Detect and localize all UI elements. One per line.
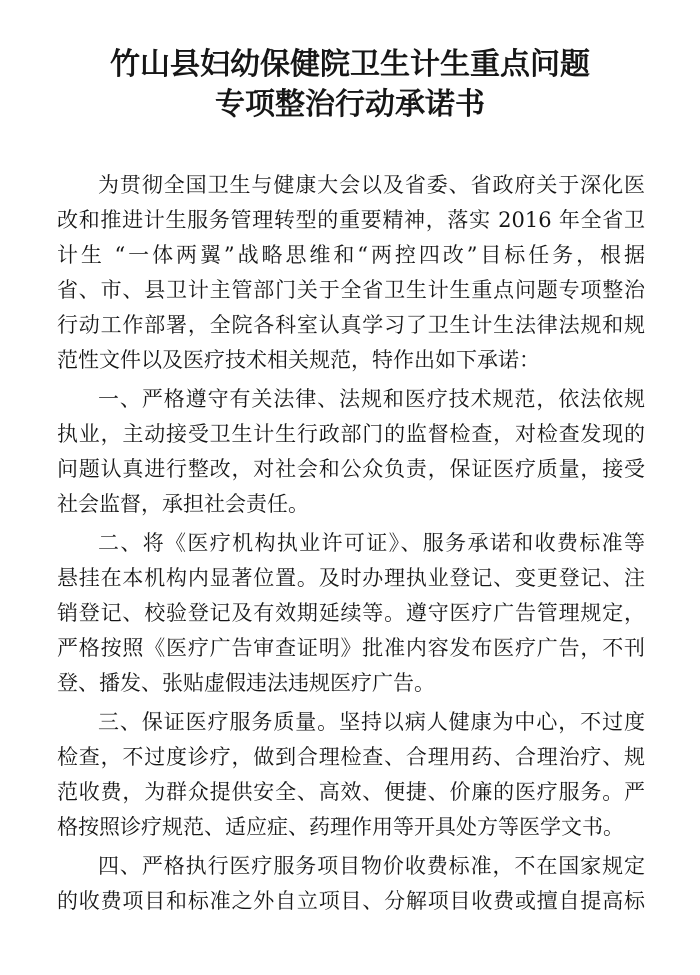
text-line: 销登记、校验登记及有效期延续等。遵守医疗广告管理规定， bbox=[57, 601, 645, 625]
document-body bbox=[57, 168, 645, 919]
text-line: 四、严格执行医疗服务项目物价收费标准，不在国家规定 bbox=[98, 854, 645, 878]
text-line: 二、将《医疗机构执业许可证》、服务承诺和收费标准等 bbox=[98, 531, 645, 555]
text-line: 范性文件以及医疗技术相关规范，特作出如下承诺： bbox=[57, 348, 540, 372]
text-line: 问题认真进行整改，对社会和公众负责，保证医疗质量，接受 bbox=[57, 457, 645, 481]
text-line: 的收费项目和标准之外自立项目、分解项目收费或擅自提高标 bbox=[57, 889, 645, 913]
text-line: 执业，主动接受卫生计生行政部门的监督检查，对检查发现的 bbox=[57, 422, 645, 446]
document-title-line-2: 专项整治行动承诺书 bbox=[215, 87, 485, 122]
intro-paragraph bbox=[57, 168, 645, 378]
commitment-item-4 bbox=[57, 849, 645, 919]
text-line: 省、市、县卫计主管部门关于全省卫生计生重点问题专项整治 bbox=[57, 278, 645, 302]
text-line: 一、严格遵守有关法律、法规和医疗技术规范，依法依规 bbox=[98, 387, 645, 411]
text-line: 登、播发、张贴虚假违法违规医疗广告。 bbox=[57, 671, 435, 695]
document-title-line-1: 竹山县妇幼保健院卫生计生重点问题 bbox=[110, 47, 590, 82]
text-line: 社会监督，承担社会责任。 bbox=[57, 492, 309, 516]
text-line: 格按照诊疗规范、适应症、药理作用等开具处方等医学文书。 bbox=[57, 815, 624, 839]
text-line: 计生 “一体两翼”战略思维和“两控四改”目标任务，根据 bbox=[57, 243, 645, 267]
text-line: 为贯彻全国卫生与健康大会以及省委、省政府关于深化医 bbox=[98, 173, 645, 197]
commitment-item-2 bbox=[57, 526, 645, 701]
commitment-item-3 bbox=[57, 705, 645, 845]
text-line: 改和推进计生服务管理转型的重要精神，落实 2016 年全省卫 bbox=[57, 208, 645, 232]
text-line: 范收费，为群众提供安全、高效、便捷、价廉的医疗服务。严 bbox=[57, 780, 645, 804]
text-line: 检查，不过度诊疗，做到合理检查、合理用药、合理治疗、规 bbox=[57, 745, 645, 769]
document-title bbox=[40, 45, 660, 125]
text-line: 悬挂在本机构内显著位置。及时办理执业登记、变更登记、注 bbox=[57, 566, 645, 590]
commitment-item-1 bbox=[57, 382, 645, 522]
text-line: 三、保证医疗服务质量。坚持以病人健康为中心，不过度 bbox=[98, 710, 645, 734]
text-line: 严格按照《医疗广告审查证明》批准内容发布医疗广告，不刊 bbox=[57, 636, 645, 660]
text-line: 行动工作部署，全院各科室认真学习了卫生计生法律法规和规 bbox=[57, 313, 645, 337]
